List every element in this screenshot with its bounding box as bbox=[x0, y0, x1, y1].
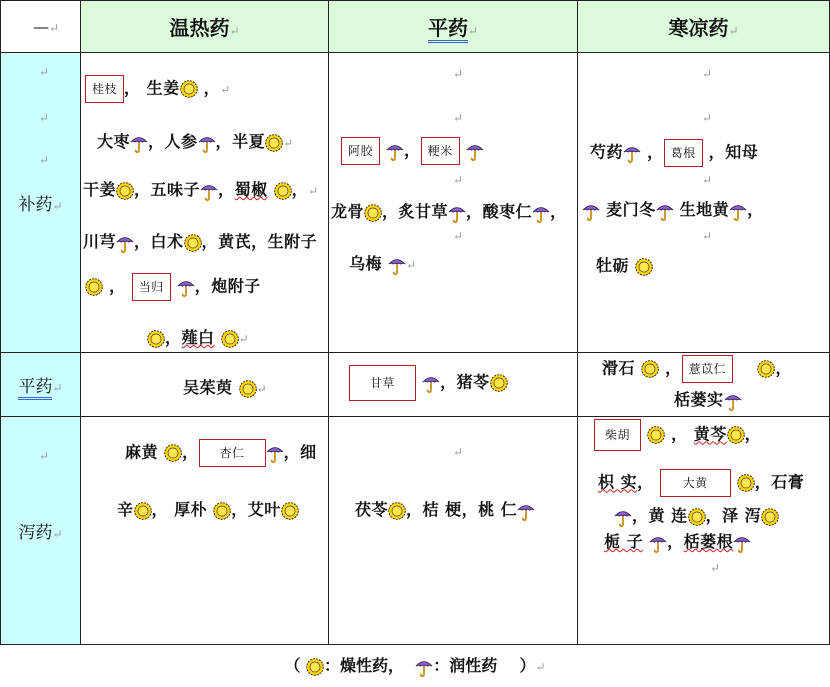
cell-neutral-cold: 滑石 ， 薏苡仁 ， 栝蒌实 bbox=[578, 353, 830, 417]
herb-xiebai: 薤白 bbox=[181, 328, 215, 347]
legend-dry-label: ：燥性药， bbox=[324, 656, 405, 675]
umbrella-icon bbox=[116, 233, 134, 253]
header-neutral-label: 平药 bbox=[428, 16, 468, 43]
umbrella-icon bbox=[177, 277, 195, 297]
sun-icon bbox=[641, 360, 659, 378]
herb-muli: 牡砺 bbox=[596, 256, 630, 275]
herb-zhigancao: 炙甘草 bbox=[398, 202, 449, 221]
sun-icon bbox=[727, 426, 745, 444]
umbrella-icon bbox=[415, 657, 433, 677]
herb-wuzhuyu: 吴茱萸 bbox=[183, 378, 233, 397]
boxed-herb-dahuang: 大黄 bbox=[660, 469, 731, 497]
boxed-herb-gegen: 葛根 bbox=[664, 139, 703, 167]
umbrella-icon bbox=[582, 201, 600, 221]
umbrella-icon bbox=[466, 141, 484, 161]
herb-shengdihuang: 生地黄 bbox=[679, 200, 730, 219]
boxed-herb-danggui: 当归 bbox=[132, 273, 171, 301]
umbrella-icon bbox=[266, 443, 284, 463]
cell-tonify-neutral: ↵ ↵ 阿胶 ， 粳米 ↵ 龙骨 ，炙甘草 ，酸枣仁 ， ↵ 乌梅 ↵ bbox=[329, 53, 578, 353]
sun-icon bbox=[306, 658, 324, 676]
herb-huashi: 滑石 bbox=[602, 358, 636, 378]
sun-icon bbox=[688, 508, 706, 526]
legend-open: （ bbox=[284, 656, 301, 675]
umbrella-icon bbox=[656, 201, 674, 221]
cell-purge-warm: 麻黄 ， 杏仁 ，细 辛 ， 厚朴 ，艾叶 bbox=[81, 417, 329, 645]
herb-shengfuzi: 生附子 bbox=[267, 232, 318, 251]
herb-aiye: 艾叶 bbox=[247, 500, 281, 519]
sun-icon bbox=[134, 502, 152, 520]
herb-xin: 辛 bbox=[117, 500, 134, 519]
header-warm: 温热药↵ bbox=[81, 1, 329, 53]
legend-close: ） bbox=[519, 656, 536, 675]
herb-zhimu: 知母 bbox=[725, 142, 759, 162]
herb-zexie: 泽 泻 bbox=[722, 506, 762, 525]
herb-zhishi: 枳 实 bbox=[598, 472, 638, 492]
sun-icon bbox=[761, 508, 779, 526]
herb-fuling: 茯苓 bbox=[355, 500, 389, 519]
sun-icon bbox=[221, 330, 239, 348]
herb-renshen: 人参 bbox=[164, 132, 198, 151]
umbrella-icon bbox=[422, 373, 440, 393]
herb-houpu: 厚朴 bbox=[174, 500, 208, 519]
herb-ganjiang: 干姜 bbox=[83, 180, 117, 199]
sun-icon bbox=[757, 360, 775, 378]
sun-icon bbox=[635, 258, 653, 276]
herb-longgu: 龙骨 bbox=[331, 202, 365, 221]
umbrella-icon bbox=[200, 181, 218, 201]
herb-wumei: 乌梅 bbox=[349, 254, 383, 273]
row-purge-label: 泻药 bbox=[18, 523, 53, 543]
boxed-herb-gancao: 甘草 bbox=[349, 365, 416, 401]
cell-purge-cold: 柴胡 ， 黄芩 ， 枳 实， 大黄 ，石膏 ，黄 连 ，泽 泻 栀 子 ，栝蒌根 ↵ bbox=[578, 417, 830, 645]
herb-gualougen: 栝蒌根 bbox=[683, 532, 734, 551]
herb-shigao: 石膏 bbox=[771, 472, 805, 492]
sun-icon bbox=[116, 182, 134, 200]
sun-icon bbox=[164, 444, 182, 462]
herb-zhuling: 猪苓 bbox=[456, 372, 490, 392]
umbrella-icon bbox=[198, 133, 216, 153]
row-label-tonify: ↵ ↵ ↵ 补药↵ bbox=[1, 53, 81, 353]
umbrella-icon bbox=[614, 507, 632, 527]
herb-mahuang: 麻黄 bbox=[125, 442, 159, 462]
sun-icon bbox=[274, 182, 292, 200]
boxed-herb-yiyiren: 薏苡仁 bbox=[682, 355, 734, 383]
umbrella-icon bbox=[388, 255, 406, 275]
herb-dazao: 大枣 bbox=[97, 132, 131, 151]
herb-suanzaoren: 酸枣仁 bbox=[482, 202, 533, 221]
legend: （ ：燥性药， ：润性药 ）↵ bbox=[284, 656, 546, 675]
header-cold: 寒凉药↵ bbox=[578, 1, 830, 53]
umbrella-icon bbox=[532, 203, 550, 223]
herb-banxia: 半夏 bbox=[232, 132, 266, 151]
header-cold-label: 寒凉药 bbox=[668, 16, 729, 40]
boxed-herb-jingmi: 粳米 bbox=[421, 137, 460, 165]
sun-icon bbox=[147, 330, 165, 348]
cell-tonify-warm: 桂枝 ， 生姜 ，↵ 大枣 ，人参 ，半夏 ↵ 干姜 ，五味子 ，蜀椒 ，↵ 川芎 ，白术 ，黄芪，生附子 ， 当归 ，炮附子 ，薤白 ↵ bbox=[81, 53, 329, 353]
sun-icon bbox=[85, 278, 103, 296]
boxed-herb-chaihu: 柴胡 bbox=[594, 419, 641, 451]
header-neutral: 平药↵ bbox=[329, 1, 578, 53]
header-warm-label: 温热药 bbox=[169, 16, 230, 40]
cell-neutral-neutral: 甘草 ，猪苓 bbox=[329, 353, 578, 417]
boxed-herb-ejiao: 阿胶 bbox=[341, 137, 380, 165]
herb-jiegeng: 桔 梗 bbox=[422, 500, 462, 519]
corner-cell: —↵ bbox=[1, 1, 81, 53]
sun-icon bbox=[281, 502, 299, 520]
herb-huangqin: 黄芩 bbox=[693, 424, 727, 444]
herb-chuanxiong: 川芎 bbox=[83, 232, 117, 251]
row-label-neutral: 平药↵ bbox=[1, 353, 81, 417]
umbrella-icon bbox=[729, 201, 747, 221]
sun-icon bbox=[184, 234, 202, 252]
sun-icon bbox=[388, 502, 406, 520]
legend-moist-label: ：润性药 bbox=[433, 656, 498, 675]
sun-icon bbox=[265, 134, 283, 152]
umbrella-icon bbox=[448, 203, 466, 223]
boxed-herb-xingren: 杏仁 bbox=[199, 439, 266, 467]
umbrella-icon bbox=[386, 141, 404, 161]
cell-purge-neutral: ↵ 茯苓 ，桔 梗，桃 仁 bbox=[329, 417, 578, 645]
cell-tonify-cold: ↵ ↵ 芍药 ， 葛根 ，知母 ↵ 麦门冬 生地黄 ， ↵ 牡砺 bbox=[578, 53, 830, 353]
herb-zhizi: 栀 子 bbox=[604, 532, 644, 551]
row-tonify-label: 补药 bbox=[18, 195, 53, 215]
sun-icon bbox=[647, 426, 665, 444]
umbrella-icon bbox=[623, 143, 641, 163]
row-label-purge: ↵ 泻药↵ bbox=[1, 417, 81, 645]
umbrella-icon bbox=[517, 501, 535, 521]
herb-huangqi: 黄芪 bbox=[218, 232, 252, 251]
herb-huanglian: 黄 连 bbox=[648, 506, 688, 525]
herb-maimendong: 麦门冬 bbox=[606, 200, 656, 219]
herb-taoren: 桃 仁 bbox=[478, 500, 518, 519]
corner-mark: — bbox=[33, 17, 49, 36]
umbrella-icon bbox=[733, 533, 751, 553]
sun-icon bbox=[737, 474, 755, 492]
herb-shaoyao: 芍药 bbox=[590, 142, 624, 162]
cell-neutral-warm: 吴茱萸 ↵ bbox=[81, 353, 329, 417]
sun-icon bbox=[239, 380, 257, 398]
sun-icon bbox=[490, 374, 508, 392]
sun-icon bbox=[180, 80, 198, 98]
herb-shengjiang: 生姜 bbox=[146, 78, 180, 98]
umbrella-icon bbox=[130, 133, 148, 153]
row-neutral-label: 平药 bbox=[18, 377, 52, 400]
herb-shujiao: 蜀椒 bbox=[234, 180, 268, 199]
boxed-herb-guizhi: 桂枝 bbox=[85, 75, 124, 103]
sun-icon bbox=[213, 502, 231, 520]
herb-gualoushi: 栝蒌实 bbox=[674, 390, 724, 409]
sun-icon bbox=[364, 204, 382, 222]
herb-baizhu: 白术 bbox=[150, 232, 184, 251]
umbrella-icon bbox=[649, 533, 667, 553]
herb-paofuzi: 炮附子 bbox=[211, 276, 261, 296]
umbrella-icon bbox=[724, 391, 742, 411]
herb-wuweizi: 五味子 bbox=[150, 180, 201, 199]
